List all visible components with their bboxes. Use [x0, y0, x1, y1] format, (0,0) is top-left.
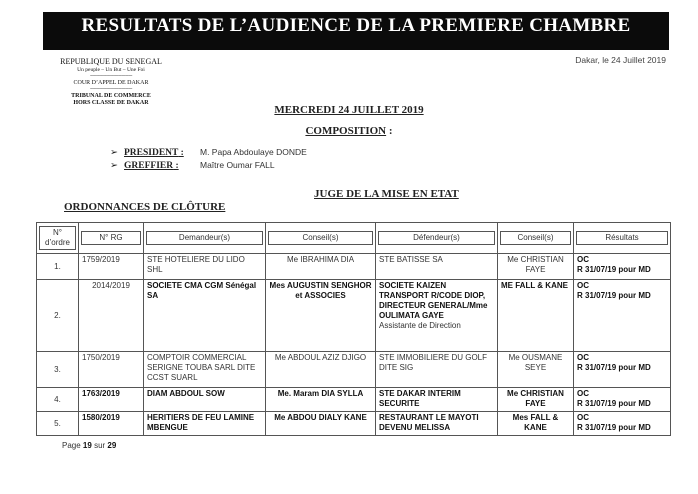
header-order-number: N° d’ordre [37, 223, 79, 254]
cell-counsel-plaintiff: Me. Maram DIA SYLLA [266, 388, 376, 412]
cell-plaintiff: DIAM ABDOUL SOW [144, 388, 266, 412]
cell-order: 1. [37, 254, 79, 280]
court-name: COUR D’APPEL DE DAKAR [73, 80, 149, 86]
tribunal-line-2: HORS CLASSE DE DAKAR [73, 100, 149, 106]
section-title: ORDONNANCES DE CLÔTURE [64, 201, 226, 213]
banner-title: RESULTATS DE L’AUDIENCE DE LA PREMIERE CHAMBRE [81, 15, 631, 36]
cell-rg: 1750/2019 [79, 352, 144, 388]
cell-counsel-plaintiff: Me ABDOUL AZIZ DJIGO [266, 352, 376, 388]
cell-plaintiff: HERITIERS DE FEU LAMINE MBENGUE [144, 412, 266, 436]
cell-counsel-defendant: Me OUSMANE SEYE [498, 352, 574, 388]
results-table [36, 222, 671, 436]
header-separator-1: ------------------------------------ [90, 74, 132, 79]
table-row [37, 254, 671, 280]
table-row [37, 352, 671, 388]
table-header-row [37, 223, 671, 254]
cell-order: 4. [37, 388, 79, 412]
cell-order: 2. [37, 280, 79, 352]
hearing-day-title: MERCREDI 24 JUILLET 2019 [274, 104, 424, 116]
table-row [37, 280, 671, 352]
tribunal-line-1: TRIBUNAL DE COMMERCE [71, 93, 151, 99]
cell-counsel-defendant: ME FALL & KANE [498, 280, 574, 352]
cell-rg: 1580/2019 [79, 412, 144, 436]
cell-order: 3. [37, 352, 79, 388]
role-label: GREFFIER : [124, 161, 179, 171]
cell-plaintiff: STE HOTELIERE DU LIDO SHL [144, 254, 266, 280]
footer-sur-word: sur [94, 441, 106, 450]
cell-rg: 1763/2019 [79, 388, 144, 412]
header-defendant: Défendeur(s) [376, 223, 498, 254]
cell-counsel-defendant: Me CHRISTIAN FAYE [498, 388, 574, 412]
role-president [110, 147, 307, 158]
footer-page-word: Page [62, 441, 81, 450]
cell-defendant: SOCIETE KAIZEN TRANSPORT R/CODE DIOP, DIRECTEUR GENERAL/Mme OULIMATA GAYE Assistante de Direction [376, 280, 498, 352]
header-separator-2: ------------------------------------ [90, 87, 132, 92]
document-date: Dakar, le 24 Juillet 2019 [575, 55, 666, 65]
cell-defendant: STE BATISSE SA [376, 254, 498, 280]
composition-label: COMPOSITION [305, 125, 387, 137]
arrow-bullet-icon: ➢ [110, 148, 118, 158]
cell-defendant: STE DAKAR INTERIM SECURITE [376, 388, 498, 412]
page-footer [62, 441, 116, 450]
cell-counsel-plaintiff: Mes AUGUSTIN SENGHOR et ASSOCIES [266, 280, 376, 352]
cell-defendant: STE IMMOBILIERE DU GOLF DITE SIG [376, 352, 498, 388]
cell-result: OC R 31/07/19 pour MD [574, 412, 671, 436]
header-counsel-defendant: Conseil(s) [498, 223, 574, 254]
footer-page-number: 19 [82, 441, 92, 450]
cell-counsel-defendant: Mes FALL & KANE [498, 412, 574, 436]
table-row [37, 412, 671, 436]
cell-rg: 2014/2019 [79, 280, 144, 352]
cell-result: OC R 31/07/19 pour MD [574, 388, 671, 412]
cell-counsel-defendant: Me CHRISTIAN FAYE [498, 254, 574, 280]
cell-plaintiff: COMPTOIR COMMERCIAL SERIGNE TOUBA SARL DITE CCST SUARL [144, 352, 266, 388]
role-value: Maître Oumar FALL [200, 160, 275, 170]
cell-plaintiff: SOCIETE CMA CGM Sénégal SA [144, 280, 266, 352]
cell-result: OC R 31/07/19 pour MD [574, 352, 671, 388]
cell-order: 5. [37, 412, 79, 436]
cell-counsel-plaintiff: Me IBRAHIMA DIA [266, 254, 376, 280]
cell-result: OC R 31/07/19 pour MD [574, 280, 671, 352]
cell-rg: 1759/2019 [79, 254, 144, 280]
composition-heading [0, 125, 698, 137]
role-greffier [110, 160, 275, 171]
arrow-bullet-icon: ➢ [110, 161, 118, 171]
header-results: Résultats [574, 223, 671, 254]
composition-suffix: : [386, 125, 393, 137]
cell-defendant: RESTAURANT LE MAYOTI DEVENU MELISSA [376, 412, 498, 436]
results-banner [43, 12, 669, 50]
issuer-header [52, 57, 170, 107]
footer-page-total: 29 [107, 441, 117, 450]
role-label: PRESIDENT : [124, 148, 184, 158]
table-row [37, 388, 671, 412]
header-plaintiff: Demandeur(s) [144, 223, 266, 254]
role-value: M. Papa Abdoulaye DONDE [200, 147, 307, 157]
republic-name: REPUBLIQUE DU SENEGAL [60, 57, 162, 66]
header-rg-number: N° RG [79, 223, 144, 254]
cell-result: OC R 31/07/19 pour MD [574, 254, 671, 280]
republic-motto: Un peuple – Un But – Une Foi [77, 67, 145, 73]
judge-title: JUGE DE LA MISE EN ETAT [314, 188, 459, 200]
cell-counsel-plaintiff: Me ABDOU DIALY KANE [266, 412, 376, 436]
header-counsel-plaintiff: Conseil(s) [266, 223, 376, 254]
